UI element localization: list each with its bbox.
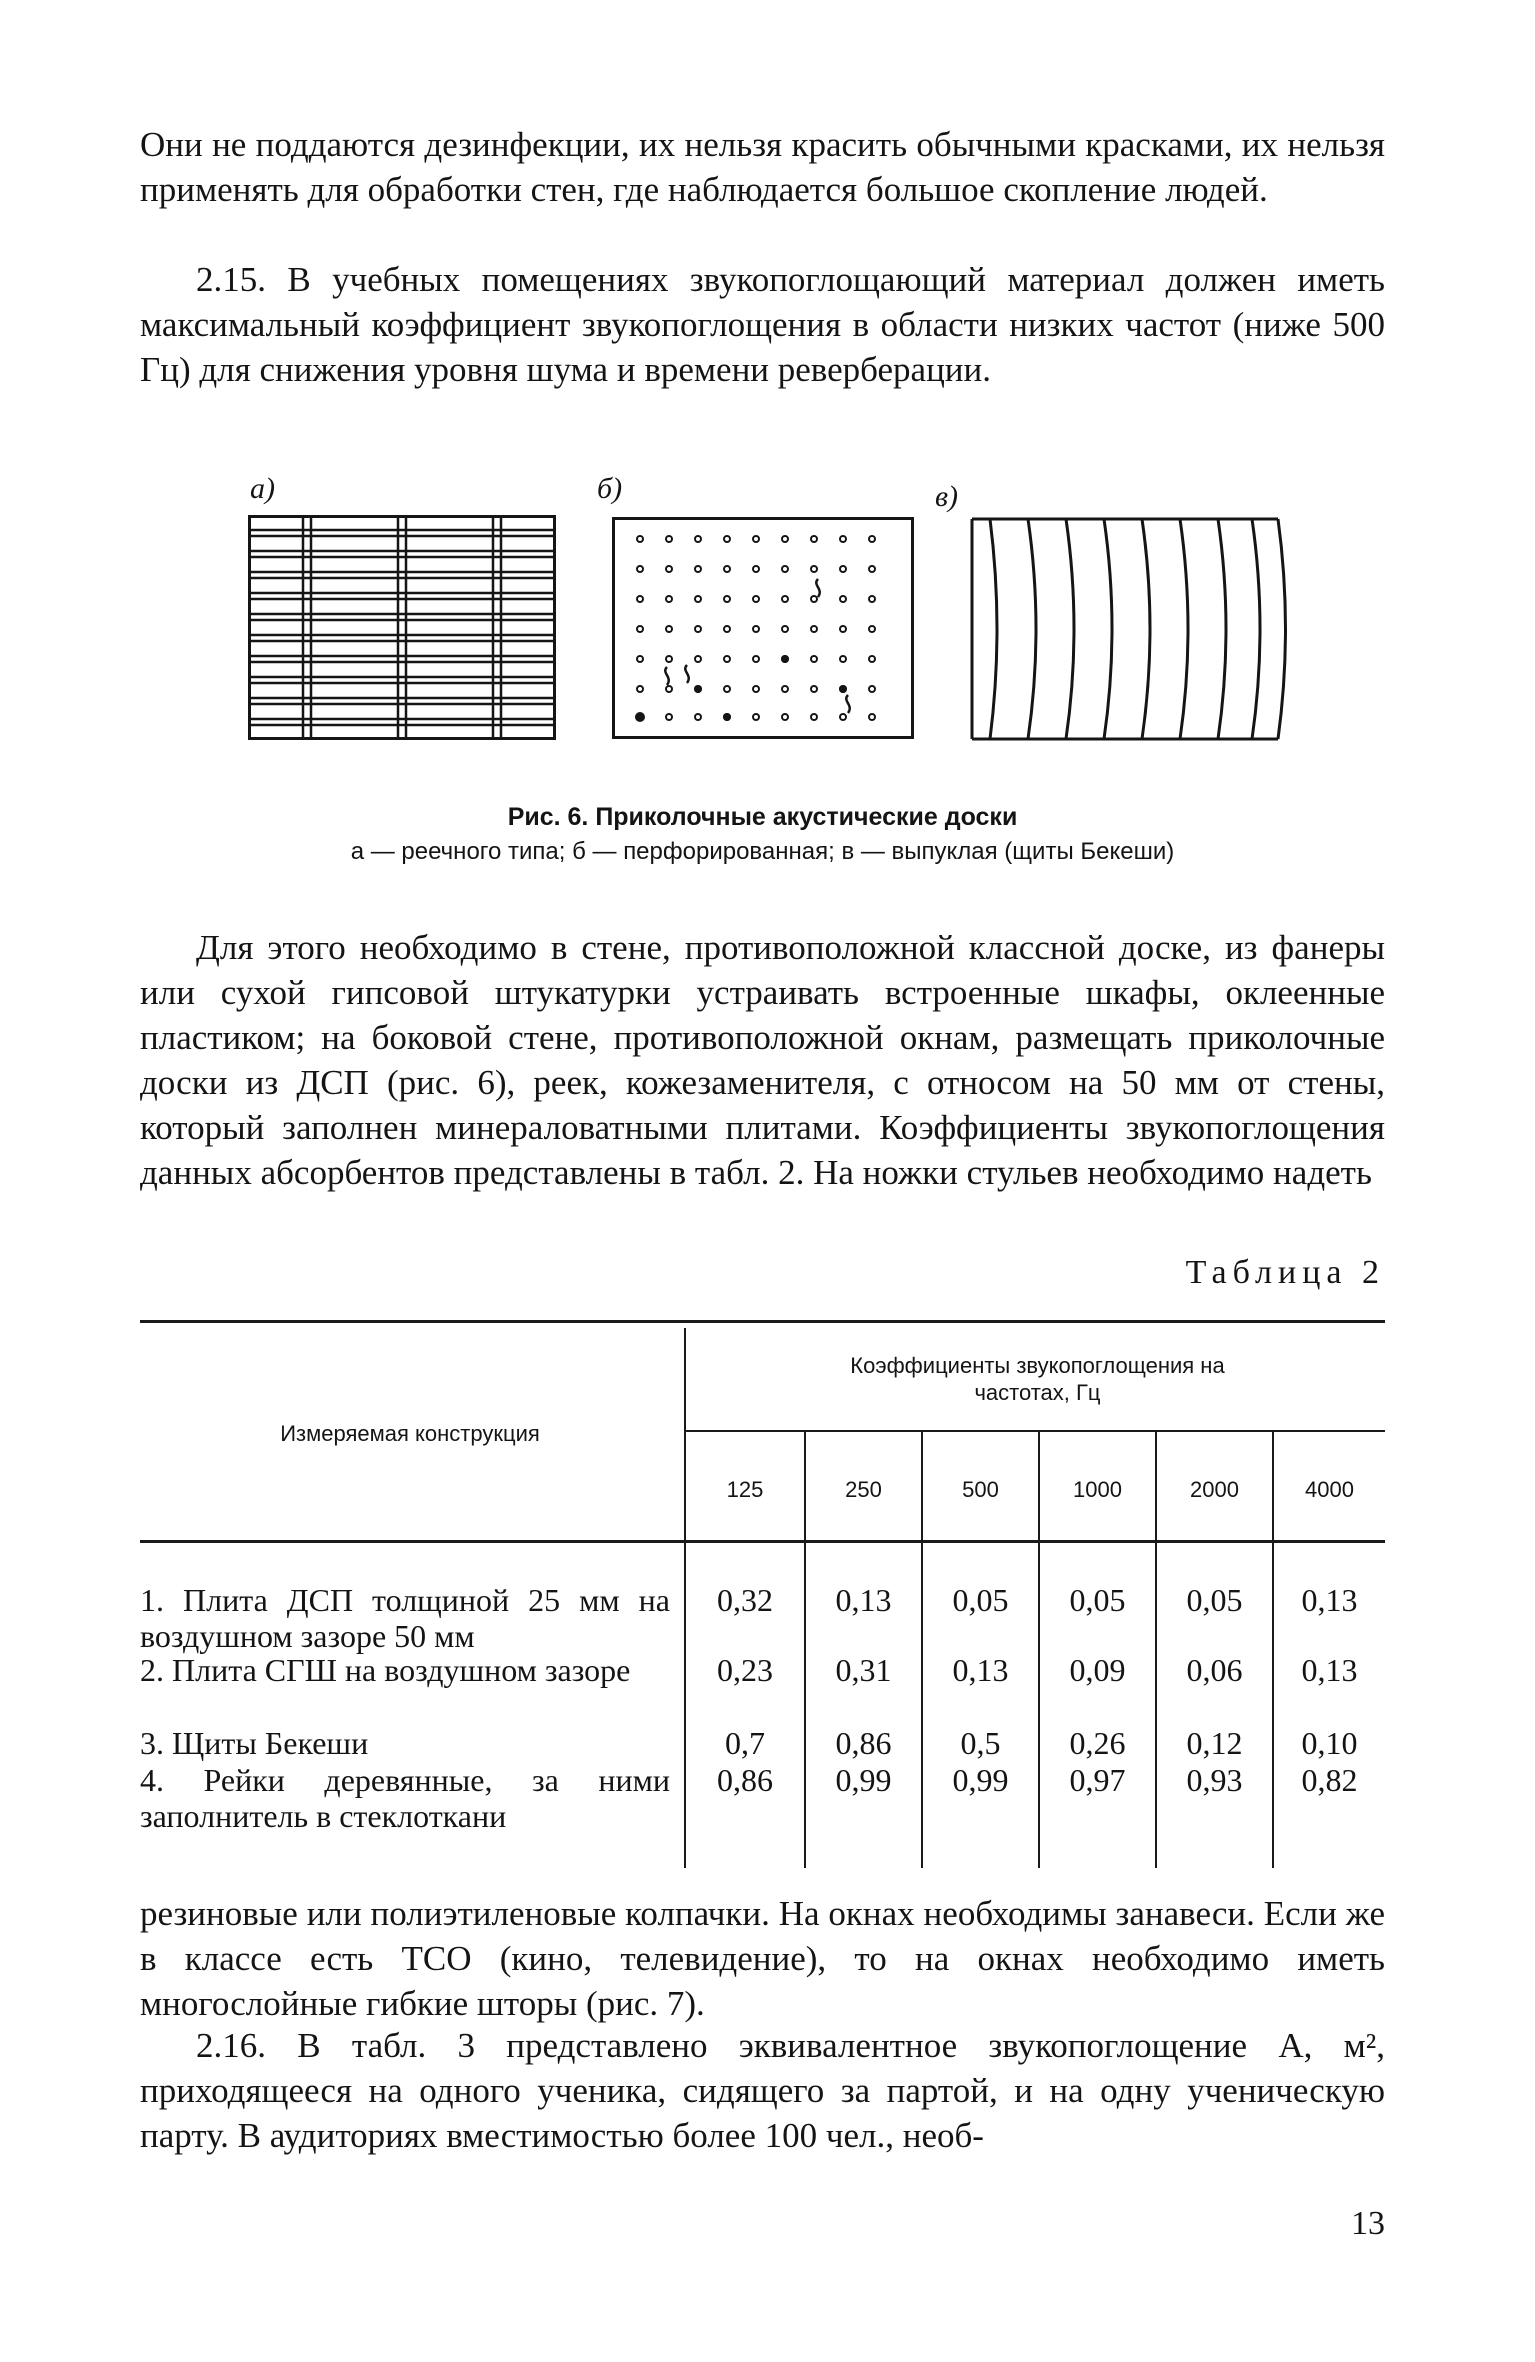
table-cell: 0,93 (1186, 1762, 1243, 1798)
table-cell: 0,26 (1069, 1725, 1126, 1761)
freq-header: 125 (726, 1477, 764, 1502)
table-cell: 0,05 (952, 1582, 1009, 1618)
table-cell: 0,13 (952, 1652, 1009, 1688)
paragraph-intro: Они не поддаются дезинфекции, их нельзя красить обычными красками, их нельзя применять для обработки стен, где наблюдается большое скопление людей. (140, 125, 1385, 209)
table-cell: 0,12 (1186, 1725, 1243, 1761)
figure-batten-board (248, 515, 556, 740)
table-row-label: 3. Щиты Бекеши (140, 1725, 369, 1761)
paragraph-curtains: резиновые или полиэтиленовые колпачки. На окнах необходимы занавеси. Если же в классе есть ТСО (кино, телевидение), то на окнах необходимо иметь многослойные гибкие шторы (рис. 7). (140, 1894, 1385, 2023)
table-cell: 0,06 (1186, 1652, 1243, 1688)
table-cell: 0,99 (952, 1762, 1009, 1798)
table-top-rule (140, 1320, 1385, 1323)
table-header-rule (140, 1540, 1385, 1543)
table-cell: 0,31 (835, 1652, 892, 1688)
paragraph-2-16: 2.16. В табл. 3 представлено эквивалентное звукопоглощение А, м², приходящееся на одного ученика, сидящего за партой, и на одну ученическую парту. В аудиториях вместимостью более 100 чел., необ- (140, 2026, 1385, 2155)
table-cell: 0,10 (1301, 1725, 1358, 1761)
freq-header: 2000 (1190, 1477, 1239, 1502)
figure-convex-panel (968, 515, 1288, 743)
table-cell: 0,13 (1301, 1652, 1358, 1688)
table-cell: 0,99 (835, 1762, 892, 1798)
table-cell: 0,7 (725, 1725, 765, 1761)
table-cell: 0,86 (717, 1762, 773, 1798)
header-coefficients-line2: частотах, Гц (974, 1380, 1101, 1405)
page-number: 13 (1351, 2205, 1385, 2242)
table-cell: 0,86 (835, 1725, 892, 1761)
freq-header: 500 (962, 1477, 999, 1502)
figure-caption-title: Рис. 6. Приколочные акустические доски (507, 803, 1018, 831)
figure-label-a: а) (250, 472, 275, 505)
table-cell: 0,05 (1186, 1582, 1243, 1618)
figure-caption-legend: а — реечного типа; б — перфорированная; в — выпуклая (щиты Бекеши) (350, 838, 1175, 865)
table-cell: 0,5 (960, 1725, 1001, 1761)
table-cell: 0,05 (1069, 1582, 1126, 1618)
table-cell: 0,09 (1069, 1652, 1126, 1688)
paragraph-walls: Для этого необходимо в стене, противоположной классной доске, из фанеры или сухой гипсовой штукатурки устраивать встроенные шкафы, оклеенные пластиком; на боковой стене, противоположной окнам, размещать приколочные доски из ДСП (рис. 6), реек, кожезаменителя, с относом на 50 мм от стены, который заполнен минераловатными плитами. Коэффициенты звукопоглощения данных абсорбентов представлены в табл. 2. На ножки стульев необходимо надеть (140, 928, 1385, 1192)
table-row-label: 1. Плита ДСП толщиной 25 мм на воздушном зазоре 50 мм (140, 1582, 670, 1654)
table-subheader-rule (686, 1430, 1385, 1432)
table-row-label: 2. Плита СГШ на воздушном зазоре (140, 1652, 631, 1688)
table-label: Таблица 2 (1185, 1254, 1385, 1291)
table-cell: 0,32 (717, 1582, 773, 1618)
table-cell: 0,97 (1069, 1762, 1126, 1798)
header-construction: Измеряемая конструкция (280, 1421, 540, 1446)
table-cell: 0,13 (835, 1582, 892, 1618)
table-cell: 0,82 (1301, 1762, 1358, 1798)
figure-label-c: в) (935, 480, 959, 513)
freq-header: 4000 (1305, 1477, 1354, 1502)
paragraph-2-15: 2.15. В учебных помещениях звукопоглощающий материал должен иметь максимальный коэффициент звукопоглощения в области низких частот (ниже 500 Гц) для снижения уровня шума и времени реверберации. (140, 260, 1385, 389)
table-cell: 0,13 (1301, 1582, 1358, 1618)
table-cell: 0,23 (717, 1652, 773, 1688)
freq-header: 250 (845, 1477, 882, 1502)
table-row-label: 4. Рейки деревянные, за ними заполнитель в стеклоткани (140, 1762, 670, 1834)
header-coefficients-line1: Коэффициенты звукопоглощения на (850, 1353, 1225, 1378)
freq-header: 1000 (1073, 1477, 1122, 1502)
figure-label-b: б) (597, 472, 623, 505)
figure-perforated-board (612, 517, 914, 739)
